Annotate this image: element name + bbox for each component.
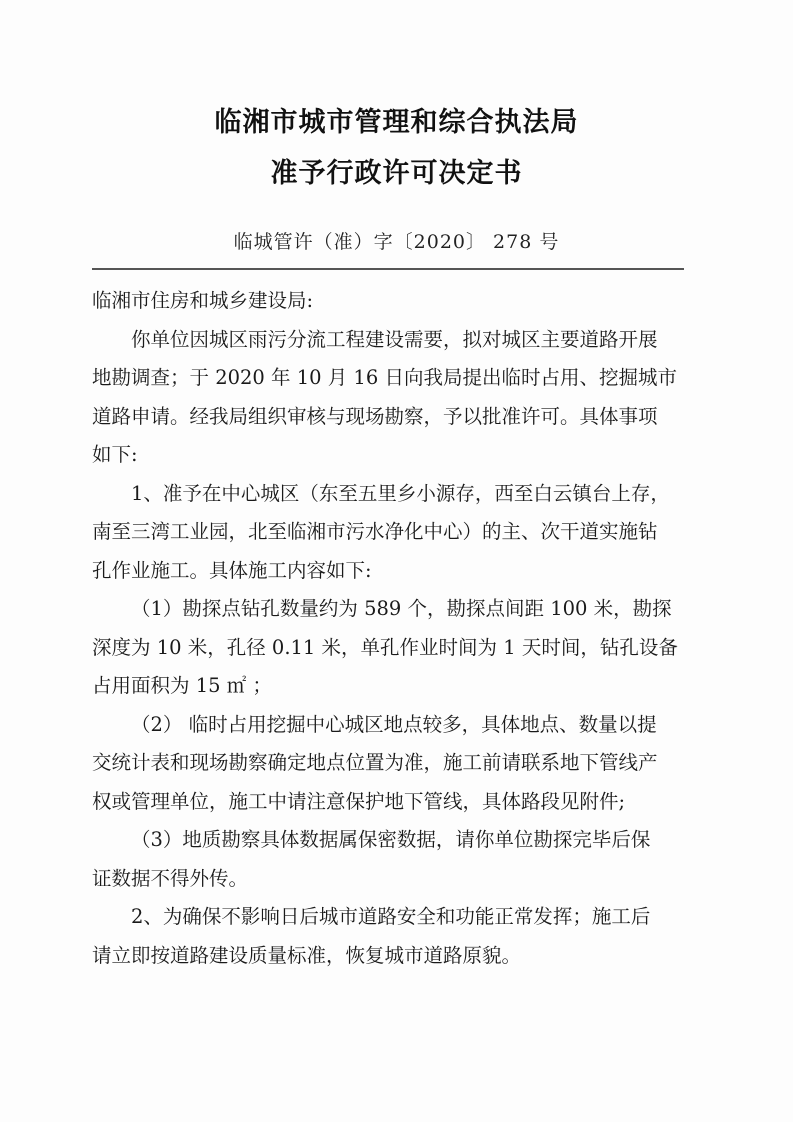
- paragraph-line: （2） 临时占用挖掘中心城区地点较多，具体地点、数量以提: [131, 712, 657, 736]
- paragraph-line: 道路申请。经我局组织审核与现场勘察，予以批准许可。具体事项: [92, 404, 658, 428]
- paragraph-line: （1）勘探点钻孔数量约为 589 个，勘探点间距 100 米，勘探: [131, 597, 672, 620]
- paragraph-line: 权或管理单位，施工中请注意保护地下管线，具体路段见附件;: [92, 789, 626, 813]
- paragraph-line: 证数据不得外传。: [92, 866, 249, 890]
- paragraph-intro: [92, 321, 704, 475]
- paragraph-line: 2、为确保不影响日后城市道路安全和功能正常发挥；施工后: [131, 905, 651, 928]
- paragraph-item-2: [92, 898, 704, 975]
- paragraph-subitem-1: [92, 590, 704, 706]
- document-number: 临城管许（准）字〔2020〕 278 号: [233, 231, 560, 253]
- paragraph-line: 交统计表和现场勘察确定地点位置为准，施工前请联系地下管线产: [92, 751, 658, 774]
- paragraph-subitem-2: [92, 706, 704, 822]
- paragraph-line: 地勘调查；于 2020 年 10 月 16 日向我局提出临时占用、挖掘城市: [92, 366, 677, 389]
- paragraph-line: 占用面积为 15 ㎡ ；: [92, 674, 272, 697]
- paragraph-line: 1、准予在中心城区（东至五里乡小源存，西至白云镇台上存，: [131, 481, 670, 505]
- paragraph-subitem-3: [92, 821, 704, 898]
- paragraph-line: 南至三湾工业园，北至临湘市污水净化中心）的主、次干道实施钻: [92, 520, 658, 543]
- paragraph-line: 孔作业施工。具体施工内容如下:: [92, 558, 372, 582]
- agency-title: 临湘市城市管理和综合执法局: [214, 107, 579, 138]
- paragraph-line: 如下:: [92, 443, 138, 466]
- salutation: 临湘市住房和城乡建设局:: [92, 289, 314, 312]
- paragraph-line: （3）地质勘察具体数据属保密数据，请你单位勘探完毕后保: [131, 828, 651, 851]
- paragraph-line: 请立即按道路建设质量标准，恢复城市道路原貌。: [92, 943, 522, 967]
- header-divider: [92, 268, 684, 270]
- document-title: 准予行政许可决定书: [270, 158, 523, 189]
- paragraph-item-1: [92, 475, 704, 591]
- paragraph-line: 深度为 10 米，孔径 0.11 米，单孔作业时间为 1 天时间，钻孔设备: [92, 635, 678, 659]
- paragraph-line: 你单位因城区雨污分流工程建设需要，拟对城区主要道路开展: [131, 327, 658, 351]
- document-body: [92, 282, 704, 975]
